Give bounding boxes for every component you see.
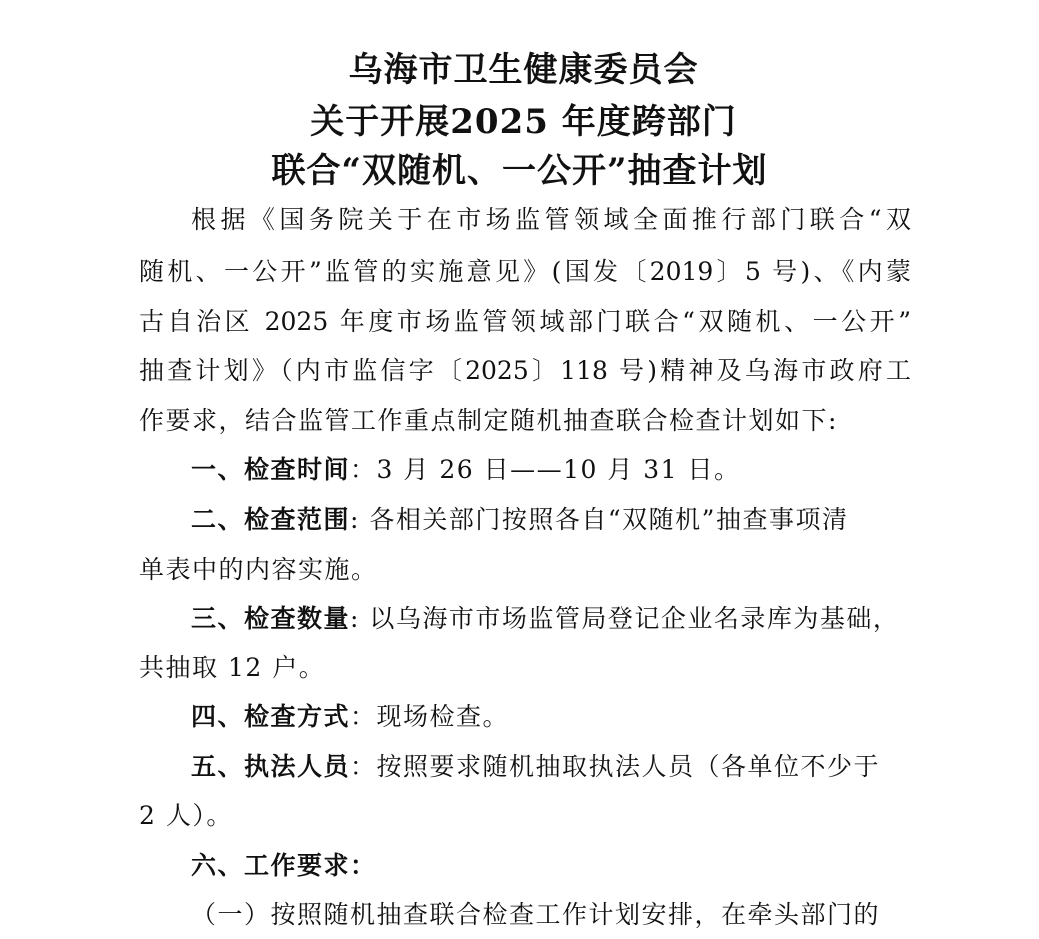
section-4-text: ：现场检查。 xyxy=(350,702,510,731)
section-1 xyxy=(191,454,741,486)
section-1-heading: 一、检查时间 xyxy=(191,455,351,484)
document-title-line-2: 关于开展2025 年度跨部门 xyxy=(310,102,737,142)
section-5-text-1: ：按照要求随机抽取执法人员（各单位不少于 xyxy=(350,752,881,781)
section-2-line-2: 单表中的内容实施。 xyxy=(139,555,378,584)
intro-line-5: 作要求，结合监管工作重点制定随机抽查联合检查计划如下: xyxy=(139,406,838,435)
section-3-line-2: 共抽取 12 户。 xyxy=(139,653,326,682)
section-4-heading: 四、检查方式 xyxy=(191,702,351,731)
section-3-line-1 xyxy=(191,603,899,635)
intro-line-3: 古自治区 2025 年度市场监管领域部门联合“双随机、一公开” xyxy=(139,307,911,336)
section-6-heading: 六、工作要求： xyxy=(191,851,377,880)
section-4 xyxy=(191,701,509,733)
section-2-text-1: : 各相关部门按照各自“双随机”抽查事项清 xyxy=(350,505,849,534)
section-5-heading: 五、执法人员 xyxy=(191,752,351,781)
section-2-heading: 二、检查范围 xyxy=(191,505,351,534)
document-title-line-1: 乌海市卫生健康委员会 xyxy=(348,50,699,90)
section-3-text-1: : 以乌海市市场监管局登记企业名录库为基础， xyxy=(350,604,900,633)
section-2-line-1 xyxy=(191,504,848,536)
section-5-line-2: 2 人）。 xyxy=(139,801,233,830)
section-5-line-1 xyxy=(191,751,880,783)
section-6-item-1: （一）按照随机抽查联合检查工作计划安排，在牵头部门的 xyxy=(191,900,881,929)
intro-line-4: 抽查计划》（内市监信字〔2025〕118 号)精神及乌海市政府工 xyxy=(139,356,911,385)
intro-line-2: 随机、一公开”监管的实施意见》(国发〔2019〕5 号)、《内蒙 xyxy=(139,257,911,286)
section-3-heading: 三、检查数量 xyxy=(191,604,351,633)
intro-line-1: 根据《国务院关于在市场监管领域全面推行部门联合“双 xyxy=(191,205,911,234)
document-title-line-3: 联合“双随机、一公开”抽查计划 xyxy=(271,151,768,191)
section-1-text: ：3 月 26 日——10 月 31 日。 xyxy=(350,455,741,484)
